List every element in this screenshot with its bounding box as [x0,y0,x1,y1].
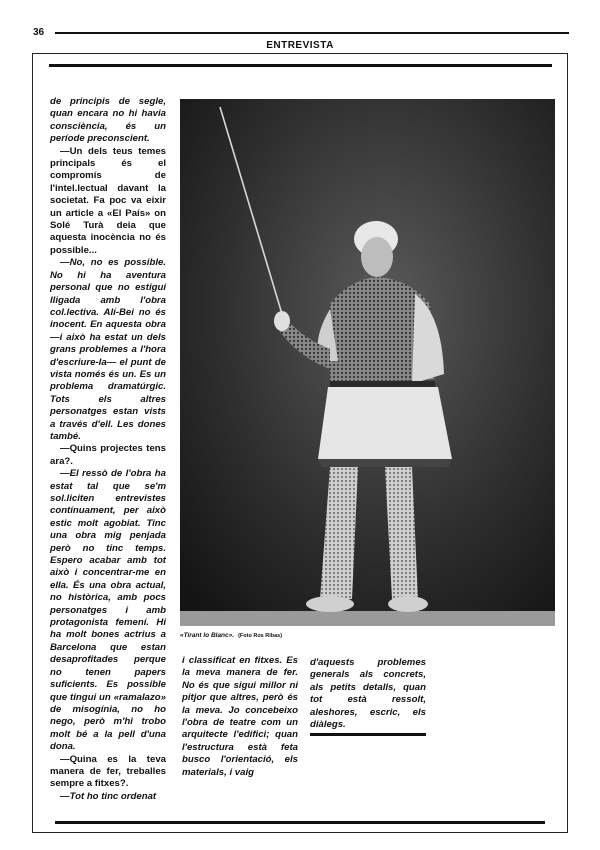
paragraph: i classificat en fitxes. Es la meva manera de fer. No és que sigui millor ni pitjor que altres, però és la meva. Jo concebeixo l'obra de teatre com un arquitecte l'edifici; quan l'estructura està feta busco l'orientació, els materials, i vaig [182,655,298,778]
caption-title: «Tirant lo Blanc». [180,632,235,639]
photo-credit: (Foto Ros Ribas) [238,633,283,639]
text-column-1 [50,96,166,803]
section-title: ENTREVISTA [266,40,334,51]
photo-tirant-lo-blanc [180,99,555,626]
text-column-2 [182,655,298,779]
paragraph: de principis de segle, quan encara no hi havia consciència, és un període preconscient. [50,96,166,145]
paragraph: —Quins projectes tens ara?. [50,443,166,467]
text-column-3 [310,657,426,731]
header-rule [49,64,552,67]
footer-rule [55,821,545,824]
paragraph: d'aquests problemes generals als concrets, als petits detalls, quan tot està ressolt, aleshores, escric, els diàlegs. [310,657,426,731]
photo-caption [180,632,282,639]
article-end-rule [310,733,426,736]
page-number: 36 [33,27,45,38]
paragraph: —El ressò de l'obra ha estat tal que se'm sol.liciten entrevistes contínuament, per això estic molt agobiat. Tinc una obra mig penjada però no tinc temps. Espero acabar amb tot això i concentrar-me en ella. És una obra actual, no històrica, amb pocs personatges i amb protagonista femení. Hi ha molt bones actrius a Barcelona que estan desaprofitades perque no tenen papers suficients. Es possible que tingui un «ramalazo» de misogínia, no ho nego, però m'hi trobo molt bé a la pell d'una dona. [50,468,166,753]
top-rule [55,32,569,34]
paragraph: —Un dels teus temes principals és el compromís de l'intel.lectual davant la societat. Fa poc va eixir un article a «El País» on Solé Turà deia que aquesta inocència no és possible... [50,145,166,256]
paragraph: —Tot ho tinc ordenat [60,790,157,802]
paragraph: —Quina es la teva manera de fer, treballes sempre a fitxes?. [50,753,166,790]
paragraph: —No, no es possible. No hi ha aventura personal que no estigui lligada amb l'obra col.lectiva. Alí-Bei no és inocent. En aquesta obra —i això ha estat un dels grans problemes a l'hora d'escriure-la— el punt de vista només és un. Es un problema dramatúrgic. Tots els altres personatges estan vists a través d'ell. Les dones també. [50,257,166,442]
